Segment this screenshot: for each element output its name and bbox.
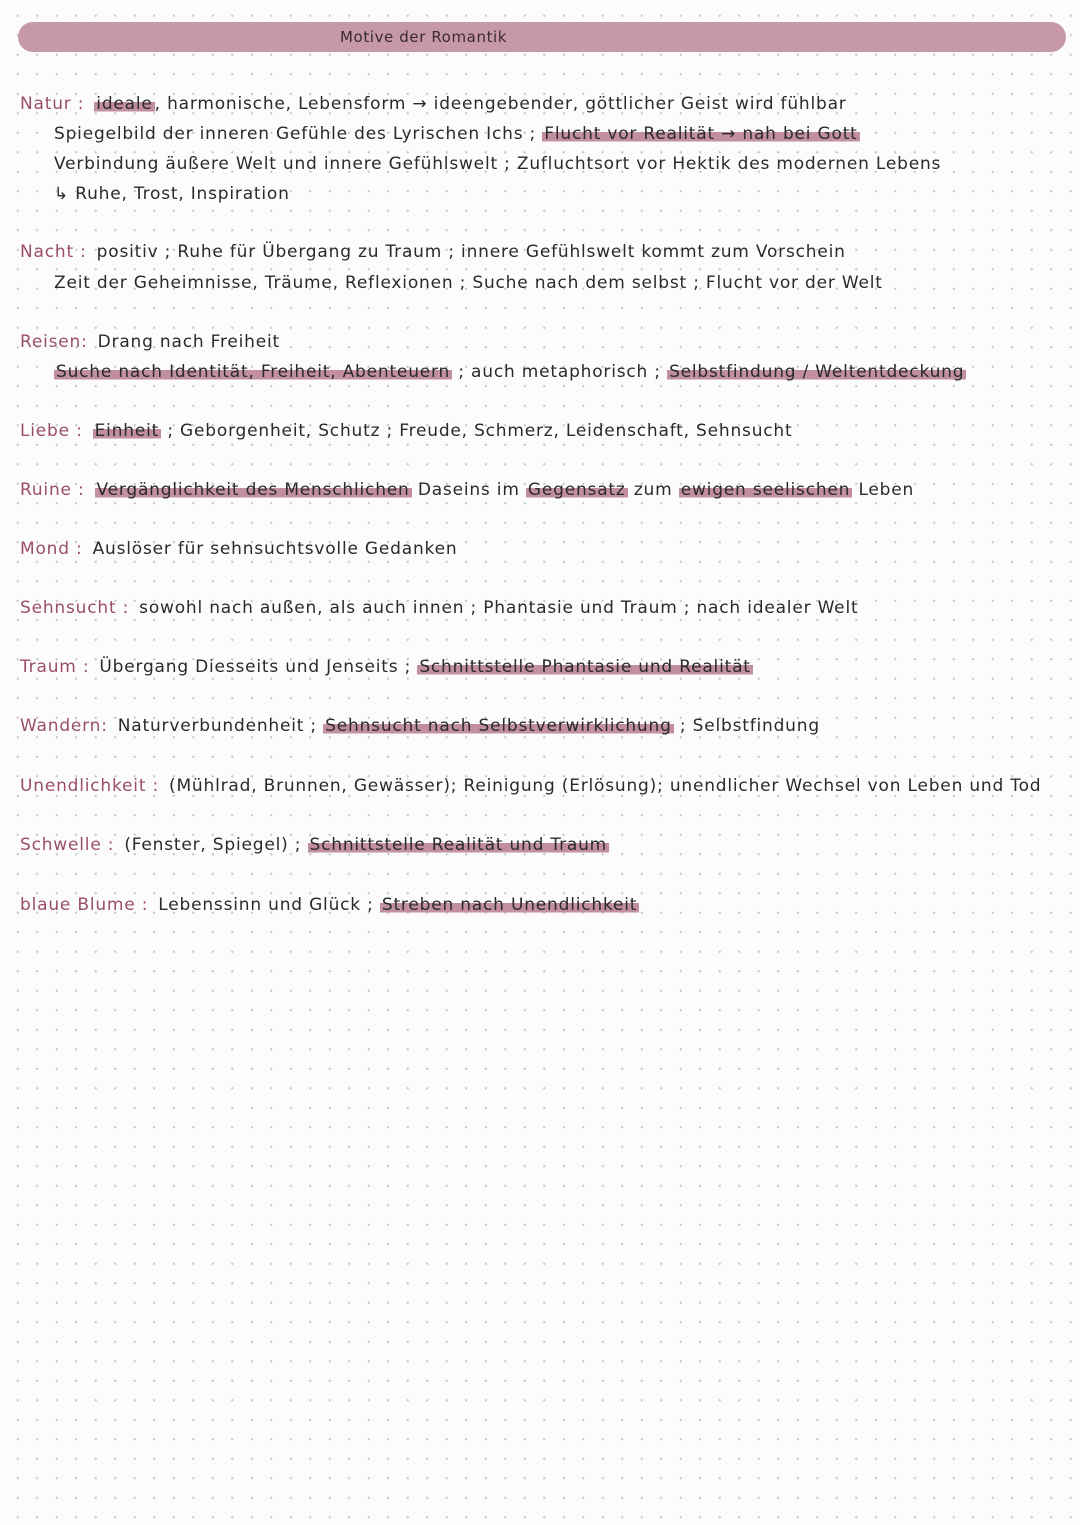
note-text: Zeit der Geheimnisse, Träume, Reflexionen ; Suche nach dem selbst ; Flucht vor der Welt xyxy=(54,273,883,293)
highlighted-text: Gegensatz xyxy=(527,480,626,500)
note-line xyxy=(20,715,820,737)
note-text: positiv ; Ruhe für Übergang zu Traum ; innere Gefühlswelt kommt zum Vorschein xyxy=(96,242,846,262)
title-bar xyxy=(18,22,1066,52)
highlighted-text: Suche nach Identität, Freiheit, Abenteuern xyxy=(56,362,451,382)
note-text: Auslöser für sehnsuchtsvolle Gedanken xyxy=(92,539,458,559)
note-line xyxy=(20,331,280,353)
note-line xyxy=(20,93,847,115)
note-text: Daseins im xyxy=(411,480,526,500)
motif-term: Sehnsucht : xyxy=(20,598,130,618)
note-line xyxy=(20,479,914,501)
highlighted-text: Schnittstelle Phantasie und Realität xyxy=(419,657,751,677)
note-text: ↳ Ruhe, Trost, Inspiration xyxy=(54,184,290,204)
note-text: Spiegelbild der inneren Gefühle des Lyrischen Ichs ; xyxy=(54,124,543,144)
note-text: , harmonische, Lebensform → ideengebender, göttlicher Geist wird fühlbar xyxy=(154,94,847,114)
note-text: Leben xyxy=(852,480,915,500)
note-line xyxy=(54,123,860,145)
note-line xyxy=(20,241,846,263)
note-text: Übergang Diesseits und Jenseits ; xyxy=(99,657,418,677)
highlighted-text: Vergänglichkeit des Menschlichen xyxy=(96,480,410,500)
note-text: Naturverbundenheit ; xyxy=(117,716,324,736)
note-line xyxy=(20,834,609,856)
highlighted-text: Einheit xyxy=(94,421,160,441)
motif-term: Mond : xyxy=(20,539,83,559)
motif-term: Wandern: xyxy=(20,716,108,736)
note-line xyxy=(20,656,753,678)
highlighted-text: ideale xyxy=(96,94,153,114)
note-text: zum xyxy=(627,480,679,500)
note-text: ; auch metaphorisch ; xyxy=(452,362,668,382)
note-text: Verbindung äußere Welt und innere Gefühlswelt ; Zufluchtsort vor Hektik des modernen Lebens xyxy=(54,154,942,174)
note-text: Drang nach Freiheit xyxy=(97,332,281,352)
motif-term: Traum : xyxy=(20,657,90,677)
note-line xyxy=(54,183,290,205)
note-line xyxy=(54,361,966,383)
highlighted-text: ewigen seelischen xyxy=(680,480,851,500)
note-line xyxy=(54,272,883,294)
motif-term: Ruine : xyxy=(20,480,85,500)
highlighted-text: Selbstfindung / Weltentdeckung xyxy=(669,362,965,382)
note-text: sowohl nach außen, als auch innen ; Phantasie und Traum ; nach idealer Welt xyxy=(139,598,859,618)
highlighted-text: Schnittstelle Realität und Traum xyxy=(309,835,608,855)
page-title: Motive der Romantik xyxy=(340,28,508,46)
note-line xyxy=(20,420,792,442)
note-line xyxy=(20,775,1041,797)
note-text: Lebenssinn und Glück ; xyxy=(158,895,380,915)
motif-term: Liebe : xyxy=(20,421,83,441)
motif-term: Schwelle : xyxy=(20,835,115,855)
note-line xyxy=(20,597,858,619)
note-text: (Mühlrad, Brunnen, Gewässer); Reinigung (Erlösung); unendlicher Wechsel von Leben und Tod xyxy=(169,776,1042,796)
highlighted-text: Streben nach Unendlichkeit xyxy=(381,895,638,915)
note-line xyxy=(20,894,639,916)
motif-term: Unendlichkeit : xyxy=(20,776,160,796)
note-text: ; Selbstfindung xyxy=(673,716,820,736)
motif-term: blaue Blume : xyxy=(20,895,149,915)
highlighted-text: Flucht vor Realität → nah bei Gott xyxy=(544,124,858,144)
motif-term: Nacht : xyxy=(20,242,87,262)
note-line xyxy=(20,538,457,560)
highlighted-text: Sehnsucht nach Selbstverwirklichung xyxy=(325,716,672,736)
note-text: (Fenster, Spiegel) ; xyxy=(124,835,308,855)
note-line xyxy=(54,153,941,175)
note-text: ; Geborgenheit, Schutz ; Freude, Schmerz, Leidenschaft, Sehnsucht xyxy=(161,421,793,441)
motif-term: Natur : xyxy=(20,94,85,114)
motif-term: Reisen: xyxy=(20,332,88,352)
